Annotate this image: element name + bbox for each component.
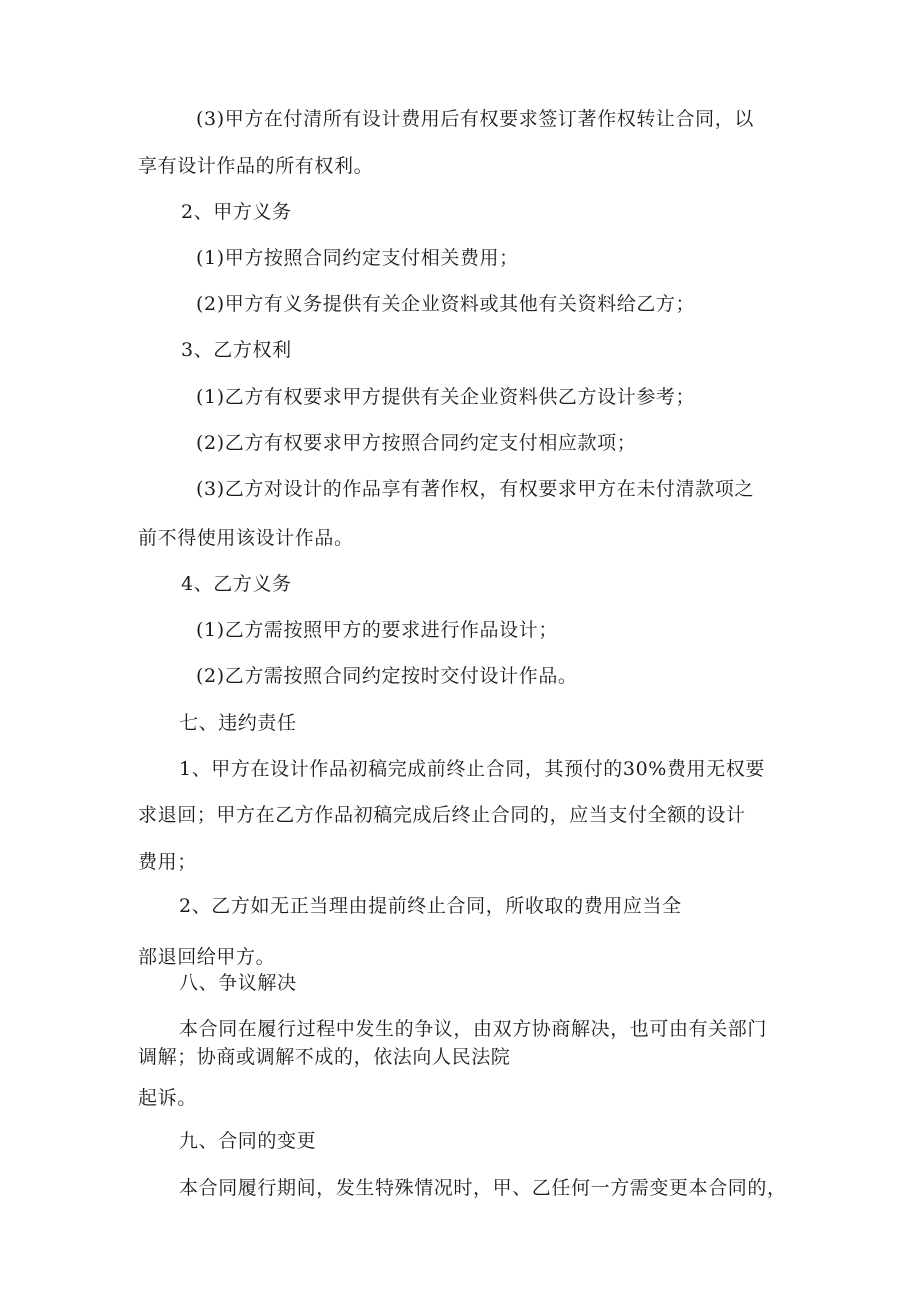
text-line-21: 本合同在履行过程中发生的争议，由双方协商解决，也可由有关部门 — [179, 1018, 768, 1040]
section-heading: 3、乙方权利 — [181, 339, 292, 361]
text-line-13: (2)乙方需按照合同约定按时交付设计作品。 — [196, 665, 578, 687]
text-line-7: (1)乙方有权要求甲方提供有关企业资料供乙方设计参考； — [196, 386, 696, 408]
text-line-10: 前不得使用该设计作品。 — [138, 527, 354, 549]
text-line-5: (2)甲方有义务提供有关企业资料或其他有关资料给乙方； — [196, 293, 696, 315]
chapter-heading: 八、争议解决 — [179, 972, 297, 994]
text-line-8: (2)乙方有权要求甲方按照合同约定支付相应款项； — [196, 432, 637, 454]
text-line-15: 1、甲方在设计作品初稿完成前终止合同，其预付的30%费用无权要 — [179, 758, 765, 780]
text-line-18: 2、乙方如无正当理由提前终止合同，所收取的费用应当全 — [179, 895, 682, 917]
text-line-19: 部退回给甲方。 — [138, 946, 276, 968]
text-line-1: (3)甲方在付清所有设计费用后有权要求签订著作权转让合同，以 — [196, 108, 754, 130]
text-line-16: 求退回；甲方在乙方作品初稿完成后终止合同的，应当支付全额的设计 — [138, 804, 746, 826]
text-line-12: (1)乙方需按照甲方的要求进行作品设计； — [196, 619, 558, 641]
section-heading: 4、乙方义务 — [181, 573, 292, 595]
text-line-23: 起诉。 — [138, 1087, 197, 1109]
section-heading: 2、甲方义务 — [181, 201, 292, 223]
text-line-9: (3)乙方对设计的作品享有著作权，有权要求甲方在未付清款项之 — [196, 478, 754, 500]
chapter-heading: 七、违约责任 — [179, 712, 297, 734]
chapter-heading: 九、合同的变更 — [179, 1130, 317, 1152]
text-line-2: 享有设计作品的所有权利。 — [138, 155, 374, 177]
text-line-25: 本合同履行期间，发生特殊情况时，甲、乙任何一方需变更本合同的， — [179, 1177, 787, 1199]
text-line-22: 调解；协商或调解不成的，依法向人民法院 — [138, 1046, 511, 1068]
text-line-17: 费用； — [138, 851, 197, 873]
text-line-4: (1)甲方按照合同约定支付相关费用； — [196, 247, 519, 269]
